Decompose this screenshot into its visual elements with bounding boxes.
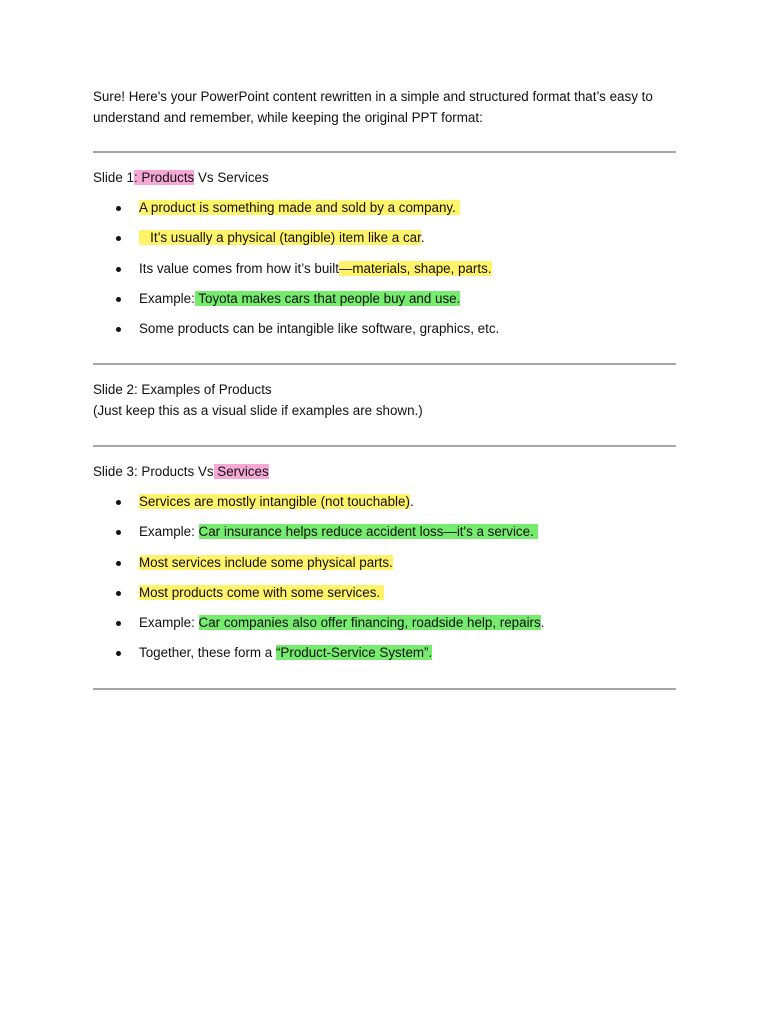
slide3-heading bbox=[93, 462, 269, 482]
bullet-dot-icon bbox=[116, 621, 121, 626]
highlighted-text: —materials, shape, parts. bbox=[338, 260, 492, 276]
bullet-text: Together, these form a bbox=[139, 645, 276, 661]
bullet-item bbox=[93, 613, 544, 643]
bullet-text: . bbox=[420, 230, 425, 246]
bullet-dot-icon bbox=[116, 206, 121, 211]
bullet-item bbox=[93, 198, 499, 228]
bullet-text: Example: bbox=[139, 290, 195, 306]
highlighted-text: A product is something made and sold by a company. bbox=[139, 200, 460, 215]
bullet-item bbox=[93, 643, 544, 673]
bullet-item bbox=[93, 522, 544, 552]
bullet-dot-icon bbox=[116, 267, 121, 272]
bullet-dot-icon bbox=[116, 236, 121, 241]
bullet-item bbox=[93, 319, 499, 349]
slide2-note: (Just keep this as a visual slide if examples are shown.) bbox=[93, 403, 423, 418]
slide3-heading-highlight: Services bbox=[213, 464, 269, 479]
bullet-dot-icon bbox=[116, 591, 121, 596]
bullet-item bbox=[93, 289, 499, 319]
horizontal-rule-2 bbox=[93, 363, 676, 365]
highlighted-text: Toyota makes cars that people buy and use. bbox=[194, 290, 461, 306]
bullet-text: Its value comes from how it’s built bbox=[139, 260, 339, 276]
horizontal-rule-4 bbox=[93, 688, 676, 690]
bullet-text: . bbox=[409, 494, 414, 509]
horizontal-rule-3 bbox=[93, 445, 676, 447]
bullet-item bbox=[93, 228, 499, 258]
bullet-dot-icon bbox=[116, 530, 121, 535]
slide1-bullet-list bbox=[93, 198, 499, 349]
slide1-heading-suffix: Vs Services bbox=[194, 170, 269, 185]
bullet-dot-icon bbox=[116, 327, 121, 332]
highlighted-text: “Product-Service System”. bbox=[275, 645, 433, 661]
bullet-dot-icon bbox=[116, 297, 121, 302]
intro-paragraph: Sure! Here's your PowerPoint content rewritten in a simple and structured format that’s easy to understand and remember, while keeping the original PPT format: bbox=[93, 89, 653, 125]
bullet-item bbox=[93, 259, 499, 289]
bullet-text: Example: bbox=[139, 524, 199, 540]
bullet-item bbox=[93, 583, 544, 613]
highlighted-text: Car insurance helps reduce accident loss—it's a service. bbox=[198, 524, 538, 540]
bullet-dot-icon bbox=[116, 651, 121, 656]
bullet-text: Some products can be intangible like software, graphics, etc. bbox=[139, 321, 500, 337]
slide3-heading-prefix: Slide 3: Products Vs bbox=[93, 464, 214, 479]
horizontal-rule-1 bbox=[93, 151, 676, 153]
bullet-dot-icon bbox=[116, 561, 121, 566]
bullet-text: . bbox=[540, 615, 545, 631]
bullet-item bbox=[93, 492, 544, 522]
slide1-heading-highlight: : Products bbox=[133, 170, 195, 185]
highlighted-text: Car companies also offer financing, roadside help, repairs bbox=[198, 615, 541, 631]
bullet-dot-icon bbox=[116, 500, 121, 505]
slide2-heading: Slide 2: Examples of Products bbox=[93, 382, 272, 397]
highlighted-text: Most products come with some services. bbox=[139, 584, 384, 600]
bullet-text: Example: bbox=[139, 615, 199, 631]
slide1-heading bbox=[93, 168, 269, 188]
slide3-bullet-list bbox=[93, 492, 544, 674]
highlighted-text: It’s usually a physical (tangible) item like a car bbox=[139, 230, 421, 246]
bullet-item bbox=[93, 553, 544, 583]
slide1-heading-prefix: Slide 1 bbox=[93, 170, 134, 185]
highlighted-text: Most services include some physical parts. bbox=[139, 554, 393, 570]
highlighted-text: Services are mostly intangible (not touchable) bbox=[139, 494, 410, 509]
